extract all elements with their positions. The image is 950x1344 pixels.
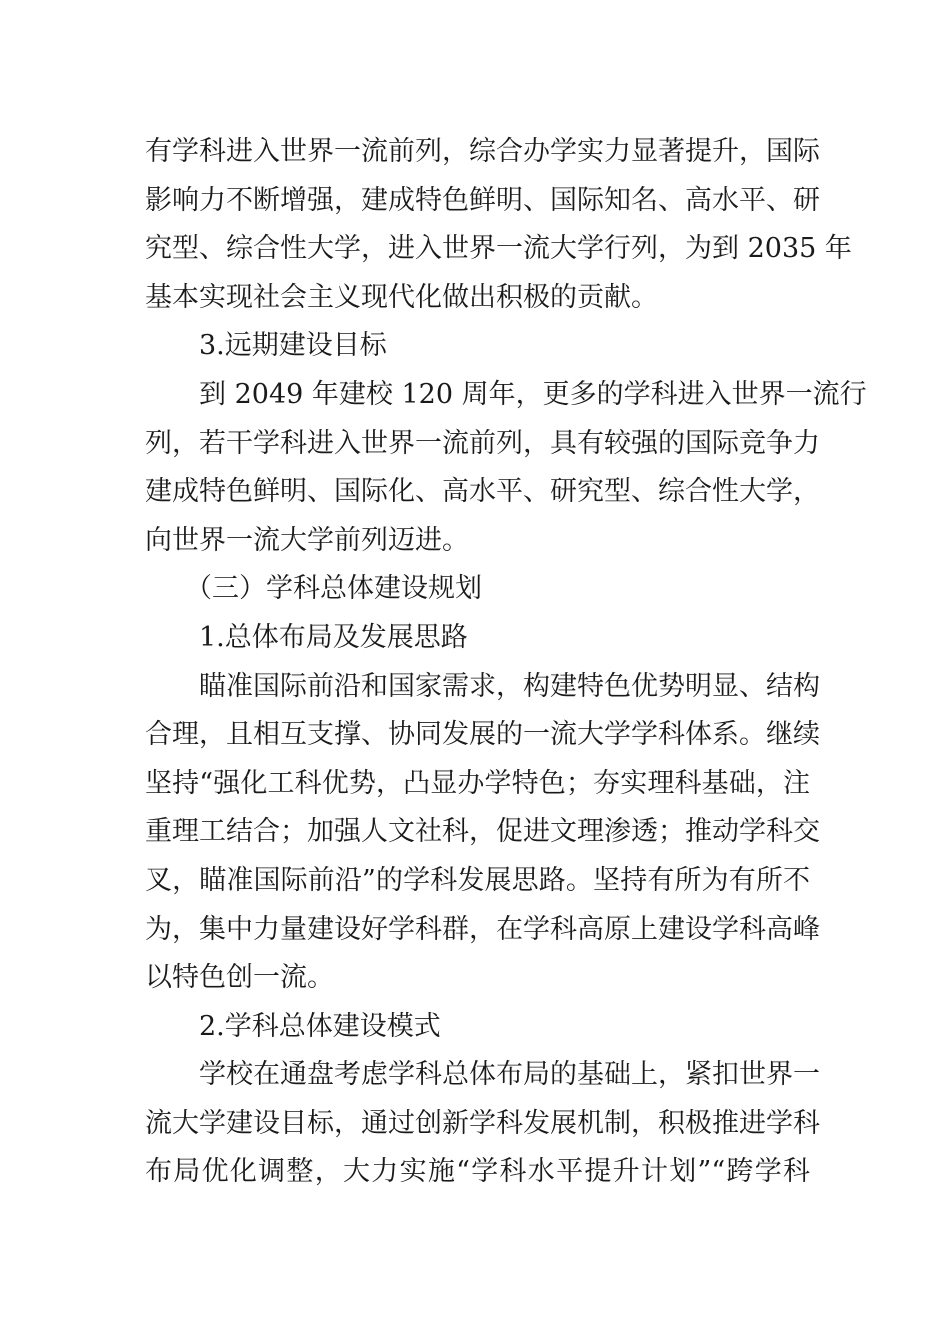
text-line: 究型、综合性大学，进入世界一流大学行列，为到 2035 年 [145, 233, 852, 265]
text-line: 2.学科总体建设模式 [199, 1010, 441, 1042]
text-line: 影响力不断增强，建成特色鲜明、国际知名、高水平、研 [145, 184, 820, 216]
text-line: 为，集中力量建设好学科群，在学科高原上建设学科高峰 [145, 913, 820, 945]
text-line: 坚持“强化工科优势，凸显办学特色；夯实理科基础，注 [145, 767, 810, 799]
text-line: 有学科进入世界一流前列，综合办学实力显著提升，国际 [145, 136, 820, 167]
text-line: 基本实现社会主义现代化做出积极的贡献。 [145, 281, 658, 313]
text-line: 叉，瞄准国际前沿”的学科发展思路。坚持有所为有所不 [145, 864, 810, 896]
text-line: 重理工结合；加强人文社科，促进文理渗透；推动学科交 [145, 816, 820, 848]
text-line: （三）学科总体建设规划 [185, 573, 482, 605]
text-line: 以特色创一流。 [145, 962, 334, 994]
text-line: 布局优化调整，大力实施“学科水平提升计划”“跨学科 [145, 1156, 810, 1188]
text-line: 1.总体布局及发展思路 [199, 621, 468, 653]
text-line: 学校在通盘考虑学科总体布局的基础上，紧扣世界一 [199, 1059, 820, 1091]
text-line: 流大学建设目标，通过创新学科发展机制，积极推进学科 [145, 1107, 820, 1139]
text-line: 3.远期建设目标 [199, 330, 387, 362]
body-text [145, 128, 867, 1197]
text-line: 列，若干学科进入世界一流前列，具有较强的国际竞争力 [145, 427, 820, 459]
text-line: 瞄准国际前沿和国家需求，构建特色优势明显、结构 [199, 670, 820, 702]
text-line: 到 2049 年建校 120 周年，更多的学科进入世界一流行 [199, 378, 867, 410]
text-line: 向世界一流大学前列迈进。 [145, 524, 469, 556]
text-line: 建成特色鲜明、国际化、高水平、研究型、综合性大学， [145, 476, 820, 508]
text-line: 合理，且相互支撑、协同发展的一流大学学科体系。继续 [145, 719, 820, 751]
